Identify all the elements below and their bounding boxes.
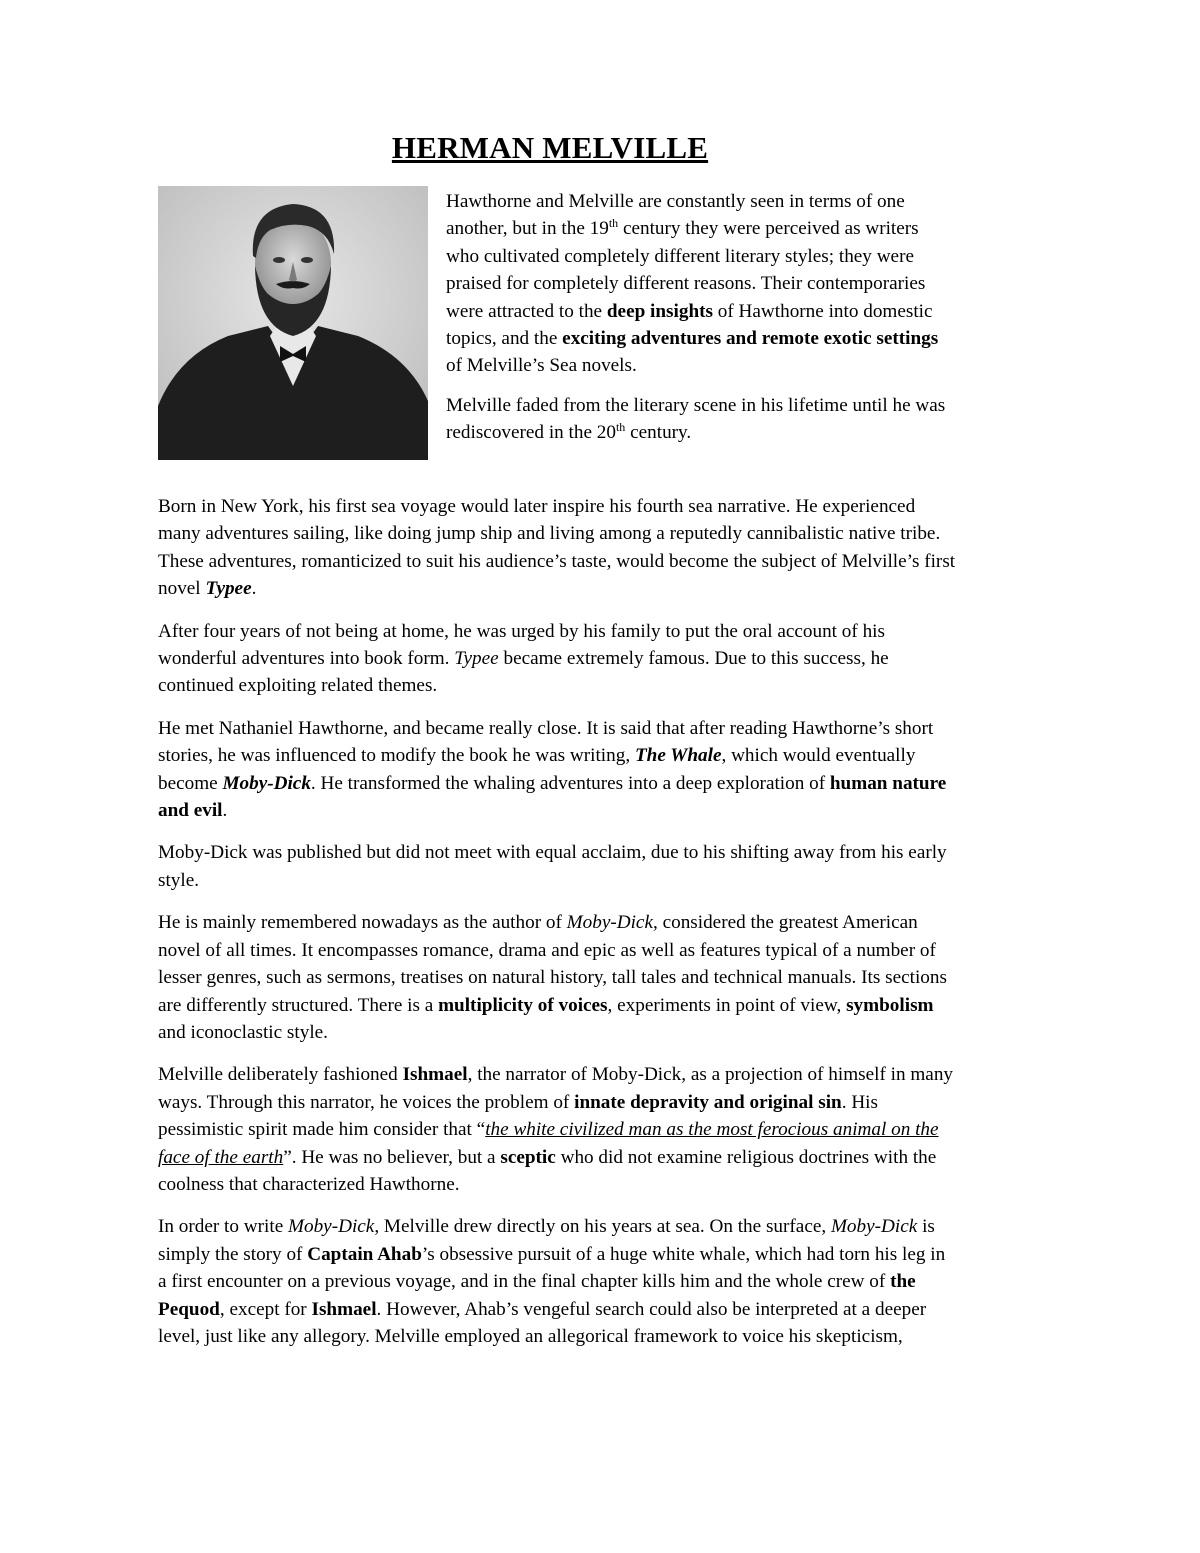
text-run: Ishmael <box>311 1298 377 1320</box>
text-run: th <box>608 216 619 231</box>
paragraph-p1 <box>446 188 956 380</box>
text-run: Moby-Dick <box>222 772 311 794</box>
text-run: Ishmael <box>402 1064 468 1086</box>
paragraph-p5 <box>158 715 958 825</box>
text-run: deep insights <box>606 300 713 322</box>
text-run: the Pequod <box>158 1271 916 1320</box>
text-run: Melville deliberately fashioned <box>158 1064 403 1086</box>
paragraph-p3 <box>158 493 958 603</box>
text-run: , except for <box>219 1298 312 1320</box>
paragraph-p2 <box>446 392 956 447</box>
text-run: ’s obsessive pursuit of a huge white whale, which had torn his leg in a first encounter on a previous voyage, and in the final chapter kills him and the whole crew of <box>158 1243 946 1293</box>
paragraph-p9 <box>158 1213 958 1350</box>
text-run: and iconoclastic style. <box>158 1021 328 1043</box>
text-run: He is mainly remembered nowadays as the author of <box>158 912 567 934</box>
text-run: In order to write <box>158 1216 289 1238</box>
body-text <box>158 493 958 1365</box>
text-run: Moby-Dick <box>288 1216 375 1238</box>
paragraph-p4 <box>158 618 958 700</box>
text-run: Typee <box>205 578 252 600</box>
text-run: of Hawthorne into domestic topics, and the <box>446 300 933 350</box>
text-run: Captain Ahab <box>307 1243 422 1265</box>
text-run: Typee <box>454 648 499 670</box>
text-run: , Melville drew directly on his years at sea. On the surface, <box>374 1216 831 1238</box>
text-run: multiplicity of voices <box>438 994 608 1016</box>
text-run: Moby-Dick was published but did not meet with equal acclaim, due to his shifting away from his early style. <box>158 842 947 891</box>
text-run: , the narrator of Moby-Dick, as a projection of himself in many ways. Through this narrator, he voices the problem of <box>158 1064 954 1113</box>
text-run: Born in New York, his first sea voyage would later inspire his fourth sea narrative. He experienced many adventures sailing, like doing jump ship and living among a reputedly cannibalistic native tribe. These adventures, romanticized to suit his audience’s taste, would become the subject of Melville’s first novel <box>158 496 956 600</box>
intro-text <box>446 188 956 459</box>
text-run: century they were perceived as writers who cultivated completely different literary styles; they were praised for completely different reasons. Their contemporaries were attracted to the <box>446 218 926 322</box>
text-run: the white civilized man as the most ferocious animal on the face of the earth <box>158 1119 939 1168</box>
text-run: The Whale <box>634 745 722 767</box>
text-run: became extremely famous. Due to this success, he continued exploiting related themes. <box>158 648 889 697</box>
text-run: sceptic <box>500 1146 556 1168</box>
paragraph-p7 <box>158 909 958 1046</box>
text-run: exciting adventures and remote exotic settings <box>562 328 939 350</box>
text-run: , considered the greatest American novel of all times. It encompasses romance, drama and epic as well as features typical of a number of lesser genres, such as sermons, treatises on natural history, tall tales and technical manuals. Its sections are differently structured. There is a <box>158 912 947 1016</box>
text-run: , experiments in point of view, <box>607 994 847 1016</box>
text-run: . <box>251 578 257 600</box>
text-run: ”. He was no believer, but a <box>283 1146 501 1168</box>
text-run: . He transformed the whaling adventures into a deep exploration of <box>310 772 830 794</box>
paragraph-p8 <box>158 1061 958 1198</box>
text-run: Melville faded from the literary scene in his lifetime until he was rediscovered in the 20 <box>446 394 946 444</box>
text-run: th <box>615 420 626 435</box>
text-run: After four years of not being at home, he was urged by his family to put the oral account of his wonderful adventures into book form. <box>158 620 885 670</box>
text-run: who did not examine religious doctrines with the coolness that characterized Hawthorne. <box>158 1146 937 1195</box>
text-run: of Melville’s Sea novels. <box>446 355 637 377</box>
text-run: Moby-Dick <box>566 912 653 934</box>
text-run: , which would eventually become <box>158 745 916 794</box>
text-run: . However, Ahab’s vengeful search could also be interpreted at a deeper level, just like any allegory. Melville employed an allegorical framework to voice his skepticism, <box>158 1298 927 1347</box>
text-run: He met Nathaniel Hawthorne, and became really close. It is said that after reading Hawthorne’s short stories, he was influenced to modify the book he was writing, <box>158 717 934 767</box>
page-title: HERMAN MELVILLE <box>391 130 709 165</box>
text-run: is simply the story of <box>158 1216 935 1265</box>
paragraph-p6 <box>158 839 958 894</box>
text-run: Hawthorne and Melville are constantly seen in terms of one another, but in the 19 <box>446 191 905 240</box>
text-run: . <box>222 800 228 822</box>
text-run: innate depravity and original sin <box>574 1091 842 1113</box>
text-run: symbolism <box>846 994 934 1016</box>
text-run: . His pessimistic spirit made him consider that “ <box>158 1091 878 1141</box>
text-run: century. <box>625 422 692 444</box>
text-run: human nature and evil <box>158 772 947 822</box>
text-run: Moby-Dick <box>830 1216 918 1238</box>
portrait-photo <box>158 186 428 460</box>
